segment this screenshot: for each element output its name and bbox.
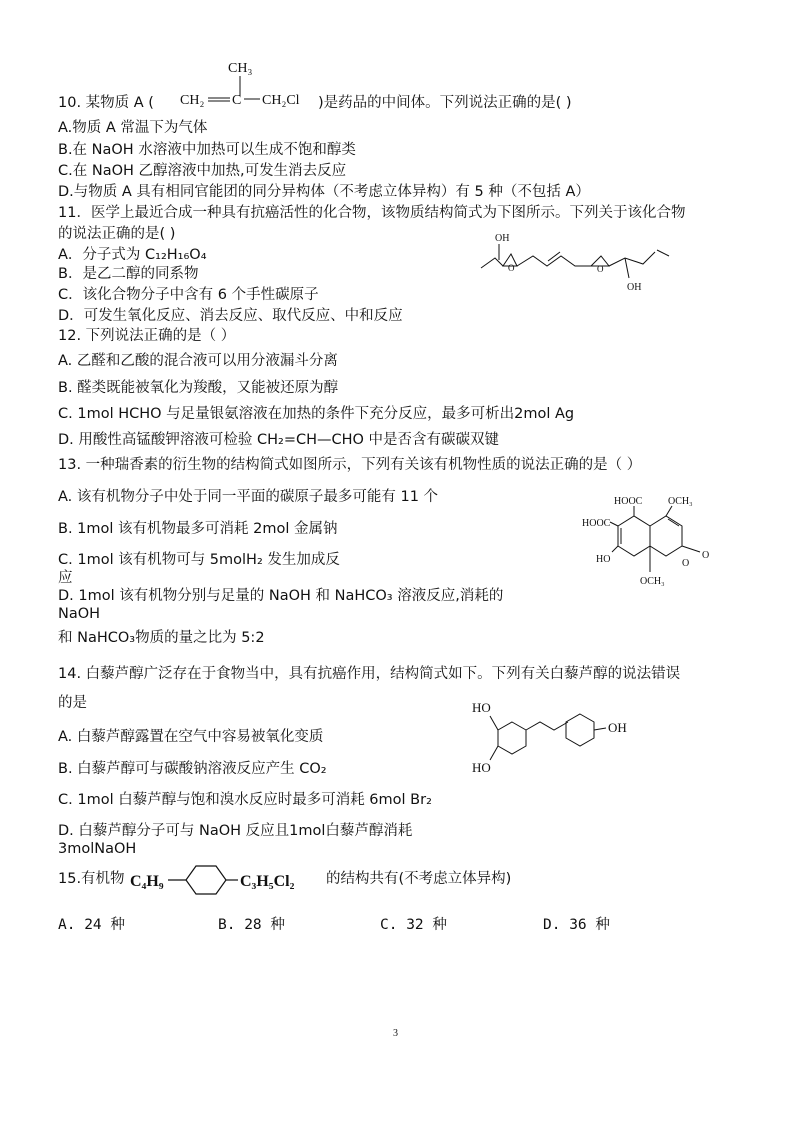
q15-right-group: C₃H₅Cl₂ [240, 873, 295, 890]
q10-ch2cl: CH₂Cl [262, 93, 300, 108]
q15-stem-prefix: 15.有机物 [58, 871, 125, 887]
q11-epoxide-o2: O [597, 264, 604, 274]
q14-structure [468, 696, 638, 776]
q13-ho: HO [596, 554, 611, 565]
q14-option-d: D. 白藜芦醇分子可与 NaOH 反应且1mol白藜芦醇消耗 [58, 823, 413, 839]
q12-option-d: D. 用酸性高锰酸钾溶液可检验 CH₂=CH—CHO 中是否含有碳碳双键 [58, 432, 500, 448]
q11-option-a: A．分子式为 C₁₂H₁₆O₄ [58, 247, 207, 263]
q14-oh-right: OH [608, 720, 627, 735]
q11-oh-top: OH [495, 233, 510, 244]
q11-stem-line2: 的说法正确的是( ) [58, 226, 176, 242]
q13-structure [580, 492, 730, 592]
q10-stem-suffix: )是药品的中间体。下列说法正确的是( ) [318, 95, 572, 111]
q14-ho-top: HO [472, 700, 491, 715]
q11-stem-line1: 11．医学上最近合成一种具有抗癌活性的化合物，该物质结构简式为下图所示。下列关于该化合物 [58, 205, 686, 221]
q15-option-b: B. 28 种 [218, 917, 285, 933]
q15-left-group: C₄H₉ [130, 873, 164, 890]
q14-ho-bottom: HO [472, 760, 491, 775]
q12-option-c: C. 1mol HCHO 与足量银氨溶液在加热的条件下充分反应，最多可析出2mol Ag [58, 406, 575, 422]
q15-option-a: A. 24 种 [58, 917, 125, 933]
q11-epoxide-o1: O [508, 263, 515, 273]
q13-option-c-cont: 应 [58, 570, 73, 586]
q13-option-a: A. 该有机物分子中处于同一平面的碳原子最多可能有 11 个 [58, 489, 439, 505]
q11-option-d: D．可发生氧化反应、消去反应、取代反应、中和反应 [58, 308, 403, 324]
q15-option-d: D. 36 种 [543, 917, 610, 933]
q14-stem-line2: 的是 [58, 695, 87, 711]
q13-option-b: B. 1mol 该有机物最多可消耗 2mol 金属钠 [58, 521, 338, 537]
q14-option-c: C. 1mol 白藜芦醇与饱和溴水反应时最多可消耗 6mol Br₂ [58, 792, 432, 808]
q12-option-b: B. 醛类既能被氧化为羧酸，又能被还原为醇 [58, 380, 339, 396]
q13-o-carbonyl: O [702, 550, 710, 561]
q14-option-a: A. 白藜芦醇露置在空气中容易被氧化变质 [58, 729, 324, 745]
q13-option-d-cont2: 和 NaHCO₃物质的量之比为 5:2 [58, 630, 265, 646]
q10-c: C [232, 93, 242, 108]
page-number: 3 [393, 1028, 398, 1039]
q12-stem: 12. 下列说法正确的是（ ） [58, 328, 236, 344]
q10-ch2-left: CH₂ [180, 93, 205, 108]
q13-option-d-cont1: NaOH [58, 606, 101, 622]
q13-hooc-top: HOOC [614, 496, 643, 507]
q11-structure [475, 228, 695, 300]
q10-option-a: A.物质 A 常温下为气体 [58, 120, 208, 136]
q10-option-d: D.与物质 A 具有相同官能团的同分异构体（不考虑立体异构）有 5 种（不包括 A） [58, 184, 590, 200]
q15-stem-suffix: 的结构共有(不考虑立体异构) [326, 871, 512, 887]
q14-option-b: B. 白藜芦醇可与碳酸钠溶液反应产生 CO₂ [58, 761, 327, 777]
q10-option-b: B.在 NaOH 水溶液中加热可以生成不饱和醇类 [58, 142, 356, 158]
q11-option-b: B．是乙二醇的同系物 [58, 266, 199, 282]
q15-structure [128, 860, 328, 896]
q14-stem-line1: 14. 白藜芦醇广泛存在于食物当中，具有抗癌作用，结构简式如下。下列有关白藜芦醇的说法错误 [58, 666, 681, 682]
q15-option-c: C. 32 种 [380, 917, 447, 933]
q11-oh-bottom: OH [627, 282, 642, 293]
q11-option-c: C．该化合物分子中含有 6 个手性碳原子 [58, 287, 319, 303]
q12-option-a: A. 乙醛和乙酸的混合液可以用分液漏斗分离 [58, 353, 338, 369]
q13-o-ring: O [682, 558, 690, 569]
q10-option-c: C.在 NaOH 乙醇溶液中加热,可发生消去反应 [58, 163, 347, 179]
q13-option-d: D. 1mol 该有机物分别与足量的 NaOH 和 NaHCO₃ 溶液反应,消耗的 [58, 588, 504, 604]
q13-och3-top: OCH₃ [668, 496, 693, 507]
q10-structure [178, 56, 318, 112]
q13-hooc-left: HOOC [582, 518, 611, 529]
q13-stem: 13. 一种瑞香素的衍生物的结构简式如图所示，下列有关该有机物性质的说法正确的是（ ） [58, 457, 642, 473]
q10-ch3: CH₃ [228, 61, 253, 76]
q10-stem-prefix: 10. 某物质 A ( [58, 95, 154, 111]
q13-option-c: C. 1mol 该有机物可与 5molH₂ 发生加成反 [58, 552, 340, 568]
q14-option-d-cont: 3molNaOH [58, 841, 137, 857]
q13-och3-bottom: OCH₃ [640, 576, 665, 587]
